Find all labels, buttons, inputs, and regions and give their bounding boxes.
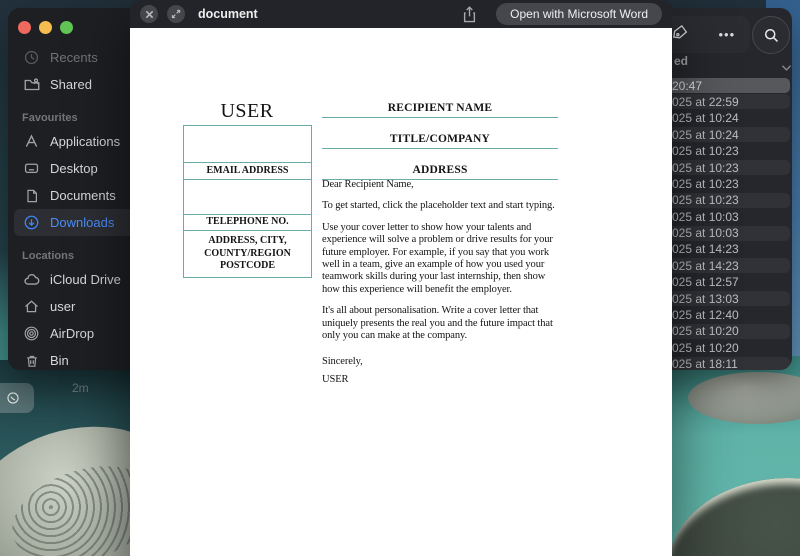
document-preview (130, 28, 672, 556)
letter-paragraph: It's all about personalisation. Write a cover letter that uniquely presents the real you and the future impact that only you can make at the company. (322, 305, 553, 342)
zoom-window-button[interactable] (60, 21, 73, 34)
table-cell (184, 180, 311, 215)
sidebar-item-label: Bin (50, 353, 69, 368)
document-user-name: USER (220, 100, 274, 122)
file-row[interactable]: 025 at 10:03 (672, 209, 739, 224)
more-options-icon[interactable]: ••• (718, 27, 736, 42)
sidebar-item-label: iCloud Drive (50, 272, 121, 287)
file-row[interactable]: 20:47 (658, 78, 790, 93)
file-row[interactable]: 025 at 13:03 (658, 291, 790, 306)
address-field: ADDRESS (322, 164, 558, 180)
letter-paragraph: To get started, click the placeholder text and start typing. (322, 200, 555, 212)
search-icon (763, 27, 780, 44)
sidebar-item-label: Recents (50, 50, 98, 65)
close-button[interactable] (140, 5, 158, 23)
close-icon (145, 10, 154, 19)
tag-icon[interactable] (671, 23, 689, 46)
file-row[interactable]: 025 at 12:40 (672, 308, 739, 323)
applications-icon (22, 133, 41, 150)
letter-body (322, 179, 562, 395)
letter-closing: Sincerely, (322, 356, 363, 368)
quicklook-window (130, 0, 672, 556)
sidebar-item-label: Downloads (50, 215, 115, 230)
airdrop-icon (22, 325, 41, 342)
file-row[interactable]: 025 at 12:57 (672, 275, 739, 290)
file-row[interactable]: 025 at 10:24 (658, 127, 790, 142)
table-cell (184, 126, 311, 163)
quicklook-titlebar (130, 0, 672, 28)
share-button[interactable] (462, 6, 477, 23)
share-icon (462, 6, 477, 23)
letter-signature: USER (322, 373, 349, 385)
sidebar-item-label: user (50, 299, 76, 314)
sidebar-item-label: Shared (50, 77, 92, 92)
minimize-window-button[interactable] (39, 21, 52, 34)
quicklook-title: document (198, 7, 258, 21)
downloads-icon (22, 214, 41, 231)
file-row[interactable]: 025 at 10:23 (658, 160, 790, 175)
sidebar-section-favourites: Favourites (22, 112, 78, 124)
trash-icon (22, 353, 41, 369)
window-controls (18, 21, 73, 34)
table-cell: TELEPHONE NO. (184, 215, 311, 231)
fullscreen-button[interactable] (167, 5, 185, 23)
sidebar-item-label: Applications (50, 134, 121, 149)
recipient-name-field: RECIPIENT NAME (322, 102, 558, 118)
file-row[interactable]: 025 at 10:23 (658, 193, 790, 208)
letter-salutation: Dear Recipient Name, (322, 179, 414, 190)
sidebar-item-label: Desktop (50, 161, 98, 176)
document-icon (22, 188, 41, 204)
notification-time-badge: 2m (72, 381, 89, 395)
file-row[interactable]: 025 at 10:20 (658, 324, 790, 339)
shared-folder-icon (22, 76, 41, 94)
sidebar-item-label: Documents (50, 188, 116, 203)
sidebar-item-label: AirDrop (50, 326, 95, 341)
desktop-icon (22, 160, 41, 177)
file-row[interactable]: 025 at 22:59 (658, 94, 790, 109)
letter-paragraph: Use your cover letter to show how your talents and experience will solve a problem or drive results for your future employer. For example, if you say that you work well in a team, give an example of how you used your teamwork skills during your last internship, then show how this experience will benefit the employer. (322, 221, 553, 295)
home-icon (22, 298, 41, 315)
sidebar-section-locations: Locations (22, 250, 74, 262)
file-row[interactable]: 025 at 18:11 (658, 357, 790, 370)
file-list (658, 78, 790, 370)
table-cell: EMAIL ADDRESS (184, 163, 311, 180)
file-row[interactable]: 025 at 14:23 (658, 258, 790, 273)
file-row[interactable]: 025 at 10:23 (672, 176, 739, 191)
chevron-down-icon[interactable] (781, 59, 792, 77)
phone-icon (6, 391, 20, 405)
search-button[interactable] (752, 16, 790, 54)
open-with-word-button[interactable]: Open with Microsoft Word (496, 3, 662, 25)
clock-icon (22, 49, 41, 66)
contact-info-table (183, 125, 312, 278)
file-row[interactable]: 025 at 10:23 (672, 144, 739, 159)
file-row[interactable]: 025 at 14:23 (672, 242, 739, 257)
fullscreen-icon (171, 9, 181, 19)
column-header-date-added[interactable]: ed (674, 54, 689, 68)
notification-app-icon[interactable] (0, 383, 34, 413)
file-row[interactable]: 025 at 10:24 (672, 111, 739, 126)
close-window-button[interactable] (18, 21, 31, 34)
file-row[interactable]: 025 at 10:03 (658, 226, 790, 241)
cloud-icon (22, 271, 41, 289)
table-cell: ADDRESS, CITY, COUNTY/REGION POSTCODE (204, 235, 291, 272)
title-company-field: TITLE/COMPANY (322, 133, 558, 149)
file-row[interactable]: 025 at 10:20 (672, 340, 739, 355)
